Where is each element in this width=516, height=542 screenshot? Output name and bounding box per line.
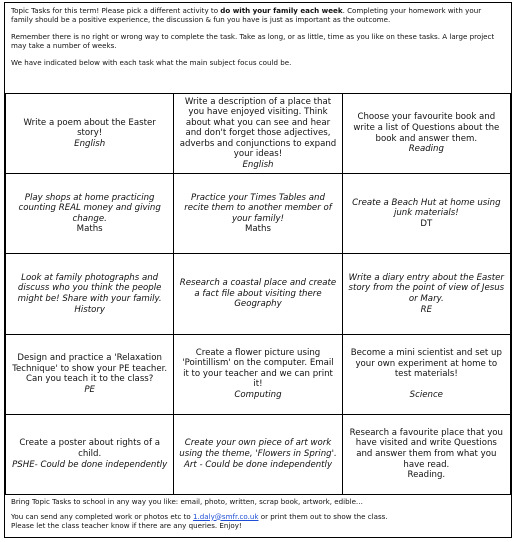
task-cell [342,334,510,414]
spacer [347,380,506,390]
task-subject: Reading [408,144,444,155]
footer-line-1: Bring Topic Tasks to school in any way you like: email, photo, written, scrap book, artwork, edible… [11,497,364,506]
task-description: Research a coastal place and create a fact file about visiting there [179,278,337,299]
task-subject: Reading. [407,470,446,481]
intro-paragraph-2: Remember there is no right or wrong way to complete the task. Take as long, or as little, time as you like on these tasks. A large project may take a number of weeks. [11,31,495,51]
task-subject: Art - Could be done independently [183,459,333,470]
task-grid [5,93,511,495]
task-row [6,254,511,334]
task-description: Write a description of a place that you have enjoyed visiting. Think about what you can see and hear and don't forget those adjectives, adverbs and conjunctions to expand your ideas! [179,96,337,160]
homework-sheet [4,2,512,538]
intro-emphasis: do with your family each week [220,6,343,15]
task-description: Create a poster about rights of a child. [19,438,160,460]
task-description: Play shops at home practicing counting REAL money and giving change. [18,192,161,224]
task-row [6,174,511,254]
task-description: Choose your favourite book and write a list of Questions about the book and answer them. [353,112,500,144]
teacher-email-link[interactable]: 1.daly@smfr.co.uk [193,511,259,521]
task-description: Create a Beach Hut at home using junk materials! [352,197,501,219]
task-cell [342,414,510,494]
task-subject: Computing [234,390,282,401]
task-cell [6,174,174,254]
footer-line-3: Please let the class teacher know if there are any queries. Enjoy! [11,521,242,531]
footer-text-continued: or print them out to show the class. [258,511,388,521]
task-description: Create a flower picture using 'Pointillism' on the computer. Email it to your teacher and we can print it! [182,347,334,390]
task-row [6,334,511,414]
task-subject: English [242,160,274,171]
task-subject: PSHE- Could be done independently [12,459,168,470]
task-subject: Maths [245,224,271,235]
task-subject: RE [420,304,433,315]
task-cell [6,334,174,414]
task-row [6,94,511,174]
task-description: Create your own piece of art work using the theme, 'Flowers in Spring'. [179,438,337,460]
task-subject: Geography [234,299,282,310]
task-cell [342,254,510,334]
task-cell [6,254,174,334]
task-subject: DT [420,219,433,230]
task-cell [174,254,342,334]
intro-section [5,3,511,93]
intro-paragraph-1 [11,6,505,25]
intro-text-continued: . Completing your homework with your family should be a positive experience, the discussion & fun you have is just as important as the outcome. [11,6,482,25]
task-description: Write a diary entry about the Easter story from the point of view of Jesus or Mary. [348,272,505,304]
task-cell [6,414,174,494]
intro-paragraph-3: We have indicated below with each task what the main subject focus could be. [11,57,292,67]
task-subject: PE [84,384,95,395]
task-cell [6,94,174,174]
footer-section [5,495,511,538]
task-subject: History [74,304,105,315]
task-description: Become a mini scientist and set up your own experiment at home to test materials! [350,347,502,380]
intro-text: Topic Tasks for this term! Please pick a different activity to [11,6,221,15]
footer-line-2 [11,512,505,522]
task-cell [342,174,510,254]
task-subject: Maths [76,224,103,235]
task-row [6,414,511,494]
footer-text: You can send any completed work or photos etc to [11,511,194,521]
task-cell [174,334,342,414]
task-description: Write a poem about the Easter story! [23,117,156,139]
task-description: Research a favourite place that you have visited and write Questions and answer them from what you have read. [349,427,504,470]
task-subject: English [74,138,106,149]
task-cell [342,94,510,174]
task-description: Design and practice a 'Relaxation Technique' to show your PE teacher. Can you teach it to the class? [12,352,168,385]
task-description: Look at family photographs and discuss who you think the people might be! Share with your family. [17,272,162,304]
task-subject: Science [409,389,443,400]
task-cell [174,174,342,254]
task-description: Practice your Times Tables and recite them to another member of your family! [184,192,332,224]
task-cell [174,94,342,174]
task-cell [174,414,342,494]
